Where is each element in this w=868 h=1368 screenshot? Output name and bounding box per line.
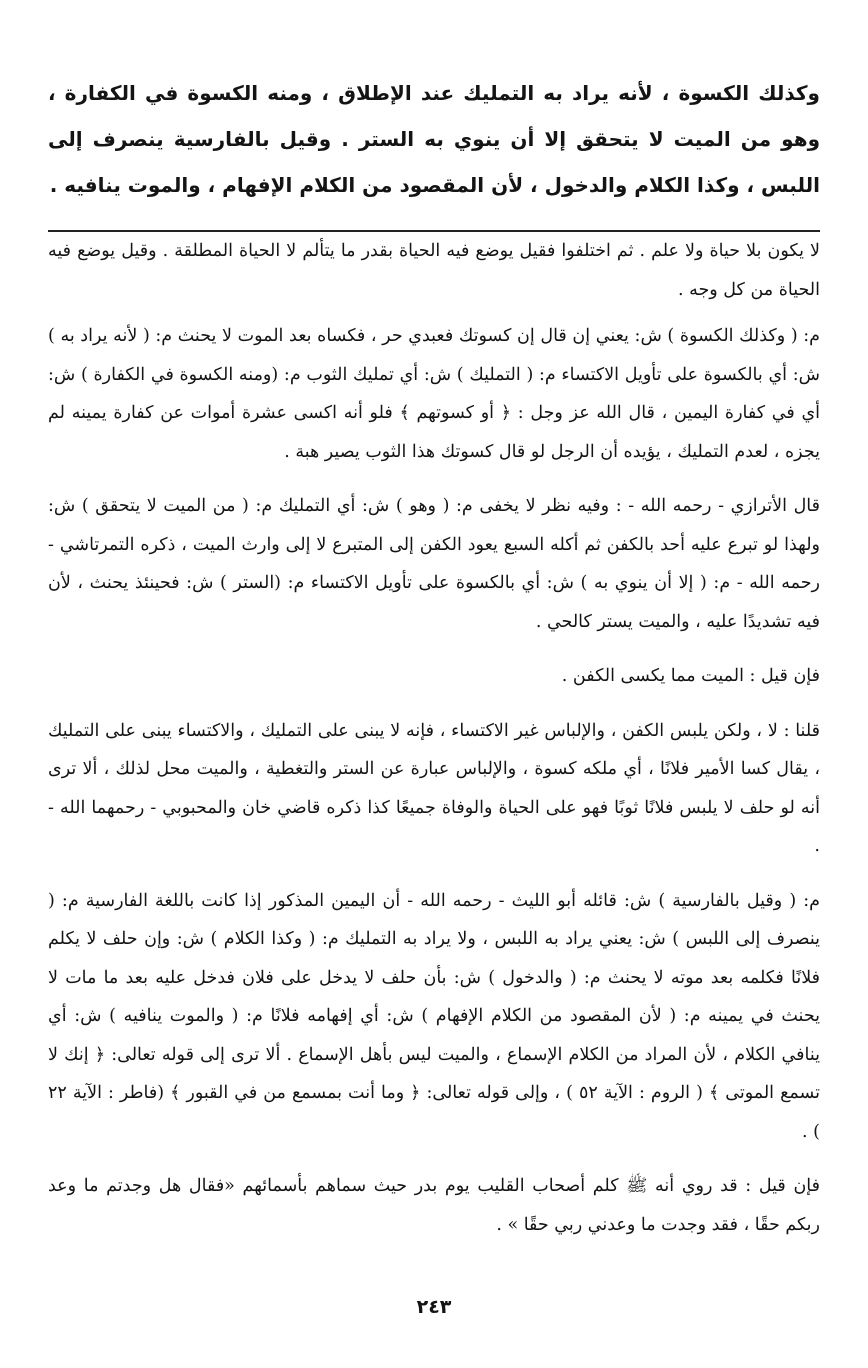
commentary-paragraph-7: فإن قيل : قد روي أنه ﷺ كلم أصحاب القليب يوم بدر حيث سماهم بأسمائهم «فقال هل وجدتم ما وعد ربكم حقًا ، فقد وجدت ما وعدني ربي حقًا » . <box>48 1176 820 1235</box>
main-text: وكذلك الكسوة ، لأنه يراد به التمليك عند الإطلاق ، ومنه الكسوة في الكفارة ، وهو من الميت لا يتحقق إلا أن ينوي به الستر . وقيل بالفارسية ينصرف إلى اللبس ، وكذا الكلام والدخول ، لأن المقصود من الكلام الإفهام ، والموت ينافيه . <box>48 81 820 197</box>
commentary-paragraph-3: قال الأترازي - رحمه الله - : وفيه نظر لا يخفى م: ( وهو ) ش: أي التمليك م: ( من الميت لا يتحقق ) ش: ولهذا لو تبرع عليه أحد بالكفن ثم أكله السبع يعود الكفن إلى المتبرع لا إلى وارث الميت ، ذكره التمرتاشي - رحمه الله - م: ( إلا أن ينوي به ) ش: أي بالكسوة على تأويل الاكتساء م: (الستر ) ش: فحينئذ يحنث ، لأن فيه تشديدًا عليه ، والميت يستر كالحي . <box>48 496 820 632</box>
commentary-paragraph-4: فإن قيل : الميت مما يكسى الكفن . <box>561 666 820 686</box>
commentary-paragraph-2: م: ( وكذلك الكسوة ) ش: يعني إن قال إن كسوتك فعبدي حر ، فكساه بعد الموت لا يحنث م: ( لأنه يراد به ) ش: أي بالكسوة على تأويل الاكتساء م: ( التمليك ) ش: أي تمليك الثوب م: (ومنه الكسوة في الكفارة ) ش: أي في كفارة اليمين ، قال الله عز وجل : ﴿ أو كسوتهم ﴾ فلو أنه اكسى عشرة أموات عن كفارة يمينه لم يجزه ، لعدم التمليك ، يؤيده أن الرجل لو قال كسوتك هذا الثوب يصير هبة . <box>48 326 820 462</box>
document-page <box>48 70 820 1368</box>
commentary-paragraph-6: م: ( وقيل بالفارسية ) ش: قائله أبو الليث - رحمه الله - أن اليمين المذكور إذا كانت باللغة الفارسية م: ( ينصرف إلى اللبس ) ش: يعني يراد به اللبس ، ولا يراد به التمليك م: ( وكذا الكلام ) ش: وإن حلف لا يكلم فلانًا فكلمه بعد موته لا يحنث م: ( والدخول ) ش: بأن حلف لا يدخل على فلان فدخل عليه بعد ما مات لا يحنث في يمينه م: ( لأن المقصود من الكلام الإفهام ) ش: أي إفهامه فلانًا م: ( والموت ينافيه ) ش: أي ينافي الكلام ، لأن المراد من الكلام الإسماع ، والميت ليس بأهل الإسماع . ألا ترى إلى قوله تعالى: ﴿ إنك لا تسمع الموتى ﴾ ( الروم : الآية ٥٢ ) ، وإلى قوله تعالى: ﴿ وما أنت بمسمع من في القبور ﴾ (فاطر : الآية ٢٢ ) . <box>48 890 820 1142</box>
commentary-paragraph-5: قلنا : لا ، ولكن يلبس الكفن ، والإلباس غير الاكتساء ، فإنه لا يبنى على التمليك ، والاكتساء يبنى على التمليك ، يقال كسا الأمير فلانًا ، أي ملكه كسوة ، والإلباس عبارة عن الستر والتغطية ، والميت محل لذلك ، ألا ترى أنه لو حلف لا يلبس فلانًا ثوبًا فهو على الحياة والوفاة جميعًا كذا ذكره قاضي خان والمحبوبي - رحمهما الله - . <box>48 720 820 856</box>
page-number: ٢٤٣ <box>416 1296 452 1318</box>
commentary-paragraph-1: لا يكون بلا حياة ولا علم . ثم اختلفوا فقيل يوضع فيه الحياة بقدر ما يتألم لا الحياة المطلقة . وقيل يوضع فيه الحياة من كل وجه . <box>48 241 820 300</box>
